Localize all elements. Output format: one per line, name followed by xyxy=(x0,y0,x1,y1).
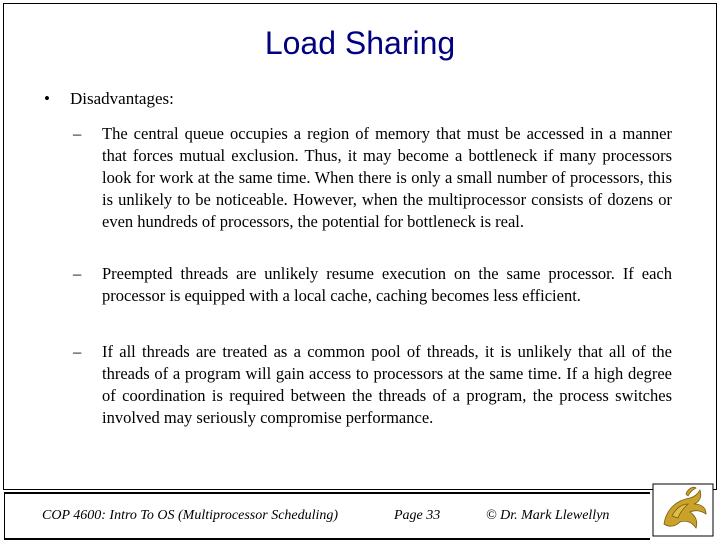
subpoint-text: The central queue occupies a region of memory that must be accessed in a manner that forces mutual exclusion. Thus, it may become a bottleneck if many processors look for work at the same time. When there is only a small number of processors, this is unlikely to be noticeable. However, when the multiprocessor consists of dozens or even hundreds of processors, the potential for bottleneck is real. xyxy=(102,124,672,231)
slide-title: Load Sharing xyxy=(264,25,456,61)
subpoint-text: If all threads are treated as a common pool of threads, it is unlikely that all of the threads of a program will gain access to processors at the same time. If a high degree of coordination is required between the threads of a program, the process switches involved may seriously compromise performance. xyxy=(102,342,672,427)
subpoint-2 xyxy=(73,263,672,307)
dash-icon: – xyxy=(73,342,82,361)
bullet-text: Disadvantages: xyxy=(70,89,174,108)
footer-page: Page 33 xyxy=(394,508,441,523)
bullet-icon: • xyxy=(44,89,50,108)
footer-course: COP 4600: Intro To OS (Multiprocessor Scheduling) xyxy=(42,508,339,523)
pegasus-logo-icon xyxy=(650,480,716,538)
subpoint-text: Preempted threads are unlikely resume execution on the same processor. If each processor is equipped with a local cache, caching becomes less efficient. xyxy=(102,264,672,305)
subpoint-1 xyxy=(73,123,672,233)
subpoint-3 xyxy=(73,341,672,429)
footer-author: © Dr. Mark Llewellyn xyxy=(486,508,610,523)
bullet-item xyxy=(44,89,174,109)
footer xyxy=(4,492,650,540)
dash-icon: – xyxy=(73,124,82,143)
dash-icon: – xyxy=(73,264,82,283)
